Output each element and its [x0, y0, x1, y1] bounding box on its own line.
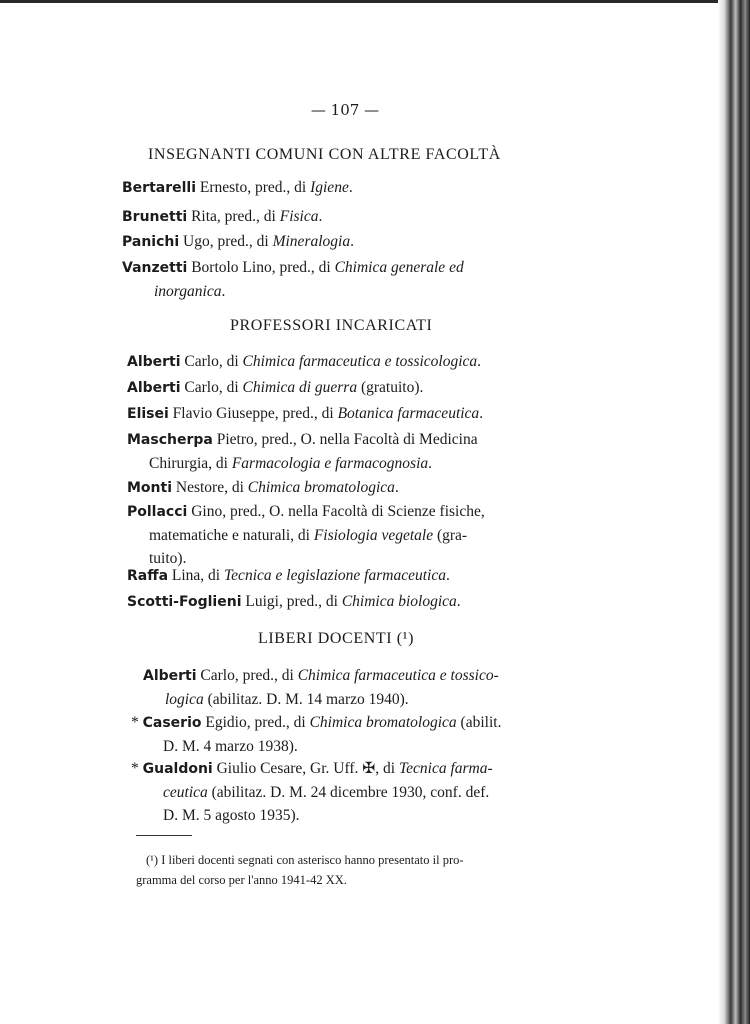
entry-vanzetti: Vanzetti Bortolo Lino, pred., di Chimica generale ed inorganica. — [122, 259, 464, 300]
entry-name: Gualdoni — [142, 761, 213, 777]
footnote-divider — [136, 835, 192, 836]
entry-alberti-2: Alberti Carlo, di Chimica di guerra (gratuito). — [127, 379, 424, 396]
asterisk-marker: * — [131, 760, 143, 777]
entry-alberti-docente: Alberti Carlo, pred., di Chimica farmaceutica e tossico- logica (abilitaz. D. M. 14 marzo 1940). — [143, 667, 499, 708]
entry-name: Scotti-Foglieni — [127, 594, 242, 610]
section-heading-common-teachers: INSEGNANTI COMUNI CON ALTRE FACOLTÀ — [148, 146, 501, 163]
entry-monti: Monti Nestore, di Chimica bromatologica. — [127, 479, 399, 496]
entry-raffa: Raffa Lina, di Tecnica e legislazione farmaceutica. — [127, 567, 450, 584]
asterisk-marker: * — [131, 714, 143, 731]
entry-name: Monti — [127, 480, 173, 496]
entry-name: Alberti — [127, 354, 181, 370]
section-heading-professors: PROFESSORI INCARICATI — [230, 317, 433, 334]
entry-pollacci: Pollacci Gino, pred., O. nella Facoltà di Scienze fisiche, matematiche e naturali, di Fisiologia vegetale (gra- tuito). — [127, 503, 485, 567]
entry-panichi: Panichi Ugo, pred., di Mineralogia. — [122, 233, 354, 250]
entry-name: Raffa — [127, 568, 169, 584]
footnote-line-2: gramma del corso per l'anno 1941-42 XX. — [136, 873, 347, 887]
entry-caserio: * Caserio Egidio, pred., di Chimica bromatologica (abilit. D. M. 4 marzo 1938). — [131, 714, 502, 755]
entry-name: Bertarelli — [122, 180, 197, 196]
entry-name: Panichi — [122, 234, 180, 250]
entry-name: Brunetti — [122, 209, 188, 225]
entry-name: Mascherpa — [127, 432, 213, 448]
entry-scotti-foglieni: Scotti-Foglieni Luigi, pred., di Chimica biologica. — [127, 593, 461, 610]
entry-bertarelli: Bertarelli Ernesto, pred., di Igiene. — [122, 179, 353, 196]
entry-mascherpa: Mascherpa Pietro, pred., O. nella Facoltà di Medicina Chirurgia, di Farmacologia e farmacognosia. — [127, 431, 478, 472]
footnote-line-1: (¹) I liberi docenti segnati con asterisco hanno presentato il pro- — [146, 853, 464, 867]
footnote — [136, 850, 464, 890]
entry-alberti-1: Alberti Carlo, di Chimica farmaceutica e tossicologica. — [127, 353, 482, 370]
entry-name: Alberti — [143, 668, 197, 684]
page-number: — 107 — — [310, 101, 380, 119]
entry-name: Pollacci — [127, 504, 188, 520]
page-top-edge — [0, 0, 750, 3]
book-spine-edge — [718, 0, 750, 1024]
entry-brunetti: Brunetti Rita, pred., di Fisica. — [122, 208, 323, 225]
section-heading-liberi-docenti: LIBERI DOCENTI (¹) — [258, 630, 415, 647]
entry-name: Alberti — [127, 380, 181, 396]
entry-gualdoni: * Gualdoni Giulio Cesare, Gr. Uff. ✠, di Tecnica farma- ceutica (abilitaz. D. M. 24 dicembre 1930, conf. def. D. M. 5 agosto 1935). — [131, 760, 493, 824]
entry-name: Vanzetti — [122, 260, 188, 276]
entry-name: Elisei — [127, 406, 169, 422]
entry-elisei: Elisei Flavio Giuseppe, pred., di Botanica farmaceutica. — [127, 405, 484, 422]
entry-name: Caserio — [142, 715, 202, 731]
